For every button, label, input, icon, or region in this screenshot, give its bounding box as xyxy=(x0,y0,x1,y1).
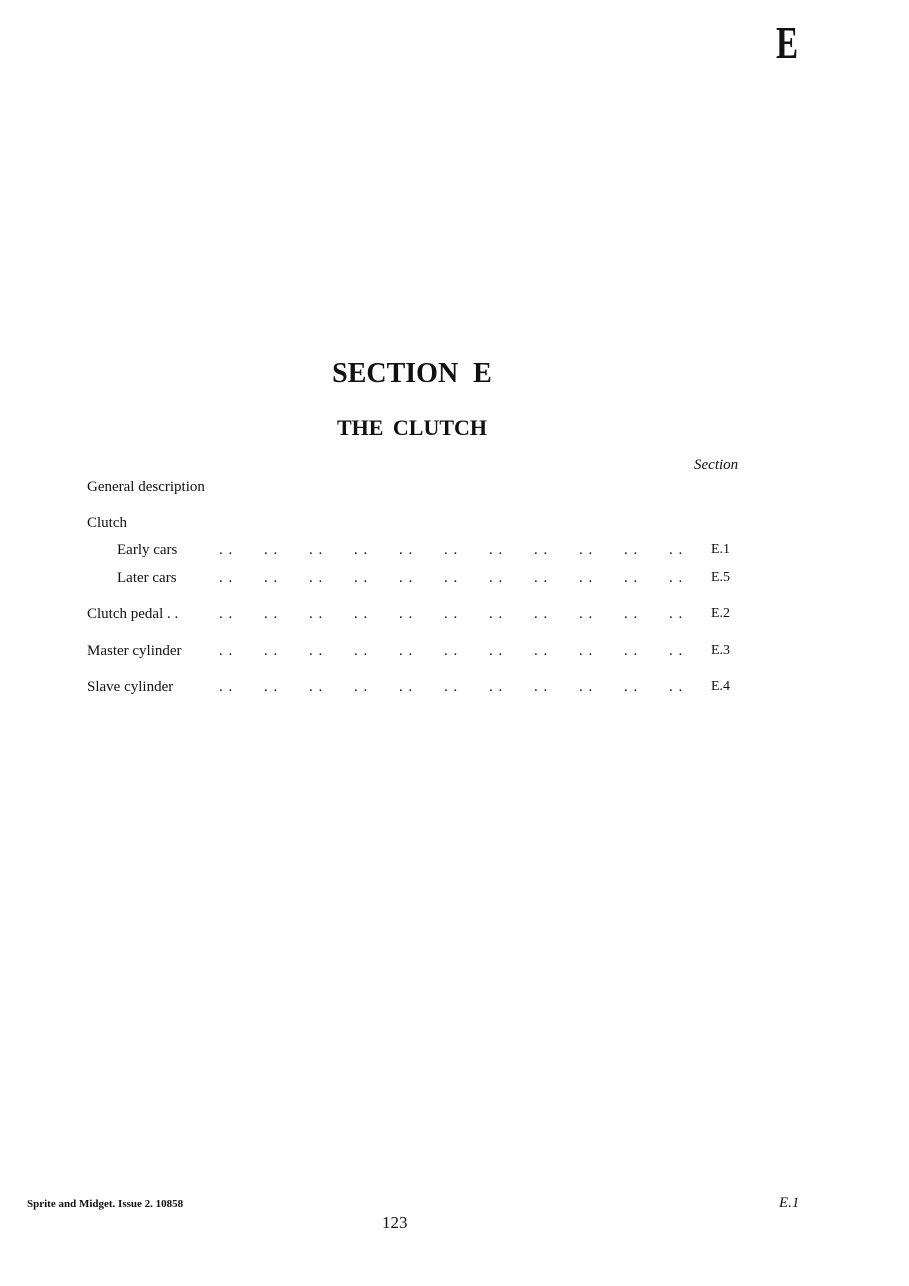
toc-entry-label: General description xyxy=(87,479,205,495)
leader-dot: . . xyxy=(444,542,459,558)
leader-dot: . . xyxy=(219,679,234,695)
leader-dot: . . xyxy=(354,679,369,695)
toc-entry-clutch-pedal xyxy=(0,604,909,624)
leader-dot: . . xyxy=(219,643,234,659)
leader-dot: . . xyxy=(399,606,414,622)
leader-dot: . . xyxy=(219,570,234,586)
leader-dot: . . xyxy=(669,542,684,558)
leader-dot: . . xyxy=(489,643,504,659)
section-tab-letter: E xyxy=(776,17,799,68)
leader-dot: . . xyxy=(354,643,369,659)
leader-dot: . . xyxy=(309,606,324,622)
dot-leaders xyxy=(219,641,689,661)
toc-entry-label: Clutch pedal . . xyxy=(87,606,179,622)
leader-dot: . . xyxy=(669,606,684,622)
leader-dot: . . xyxy=(624,606,639,622)
leader-dot: . . xyxy=(579,606,594,622)
leader-dot: . . xyxy=(264,542,279,558)
toc-entry-label: Later cars xyxy=(117,570,177,586)
leader-dot: . . xyxy=(624,542,639,558)
leader-dot: . . xyxy=(309,570,324,586)
leader-dot: . . xyxy=(354,570,369,586)
leader-dot: . . xyxy=(489,679,504,695)
leader-dot: . . xyxy=(309,643,324,659)
leader-dot: . . xyxy=(444,606,459,622)
leader-dot: . . xyxy=(399,570,414,586)
toc-entry-label: Master cylinder xyxy=(87,643,182,659)
leader-dot: . . xyxy=(264,606,279,622)
leader-dot: . . xyxy=(444,643,459,659)
toc-entry-ref: E.1 xyxy=(711,542,731,557)
page-number: 123 xyxy=(382,1213,408,1232)
section-heading: SECTION E xyxy=(332,358,492,389)
toc-entry-label: Slave cylinder xyxy=(87,679,174,695)
leader-dot: . . xyxy=(309,542,324,558)
leader-dot: . . xyxy=(579,570,594,586)
dot-leaders xyxy=(219,604,689,624)
leader-dot: . . xyxy=(579,542,594,558)
leader-dot: . . xyxy=(534,643,549,659)
leader-dot: . . xyxy=(354,542,369,558)
section-subtitle: THE CLUTCH xyxy=(336,415,488,440)
leader-dot: . . xyxy=(624,643,639,659)
leader-dot: . . xyxy=(489,606,504,622)
leader-dot: . . xyxy=(399,542,414,558)
toc-entry-ref: E.3 xyxy=(711,643,731,658)
leader-dot: . . xyxy=(534,606,549,622)
toc-column-header: Section xyxy=(694,457,739,473)
toc-entry-slave-cylinder xyxy=(0,677,909,697)
leader-dot: . . xyxy=(579,643,594,659)
leader-dot: . . xyxy=(624,679,639,695)
leader-dot: . . xyxy=(444,570,459,586)
leader-dot: . . xyxy=(264,570,279,586)
toc-entry-general-description xyxy=(0,477,909,497)
toc-entry-ref: E.2 xyxy=(711,606,731,621)
leader-dot: . . xyxy=(669,679,684,695)
leader-dot: . . xyxy=(534,542,549,558)
leader-dot: . . xyxy=(264,679,279,695)
toc-entry-label: Clutch xyxy=(87,515,127,531)
leader-dot: . . xyxy=(669,570,684,586)
leader-dot: . . xyxy=(399,679,414,695)
leader-dot: . . xyxy=(219,606,234,622)
toc-entry-ref: E.5 xyxy=(711,570,731,585)
leader-dot: . . xyxy=(399,643,414,659)
leader-dot: . . xyxy=(444,679,459,695)
footer-page-ref: E.1 xyxy=(779,1195,800,1211)
toc-entry-label: Early cars xyxy=(117,542,178,558)
toc-entry-clutch xyxy=(0,513,909,533)
dot-leaders xyxy=(219,677,689,697)
dot-leaders xyxy=(219,540,689,560)
toc-entry-master-cylinder xyxy=(0,641,909,661)
leader-dot: . . xyxy=(219,542,234,558)
leader-dot: . . xyxy=(624,570,639,586)
leader-dot: . . xyxy=(264,643,279,659)
toc-entry-ref: E.4 xyxy=(711,679,731,694)
toc-entry-later-cars xyxy=(0,568,909,588)
leader-dot: . . xyxy=(309,679,324,695)
dot-leaders xyxy=(219,568,689,588)
footer-publication-info: Sprite and Midget. Issue 2. 10858 xyxy=(27,1198,184,1210)
leader-dot: . . xyxy=(534,570,549,586)
leader-dot: . . xyxy=(579,679,594,695)
leader-dot: . . xyxy=(489,570,504,586)
leader-dot: . . xyxy=(669,643,684,659)
leader-dot: . . xyxy=(534,679,549,695)
toc-entry-early-cars xyxy=(0,540,909,560)
leader-dot: . . xyxy=(489,542,504,558)
leader-dot: . . xyxy=(354,606,369,622)
